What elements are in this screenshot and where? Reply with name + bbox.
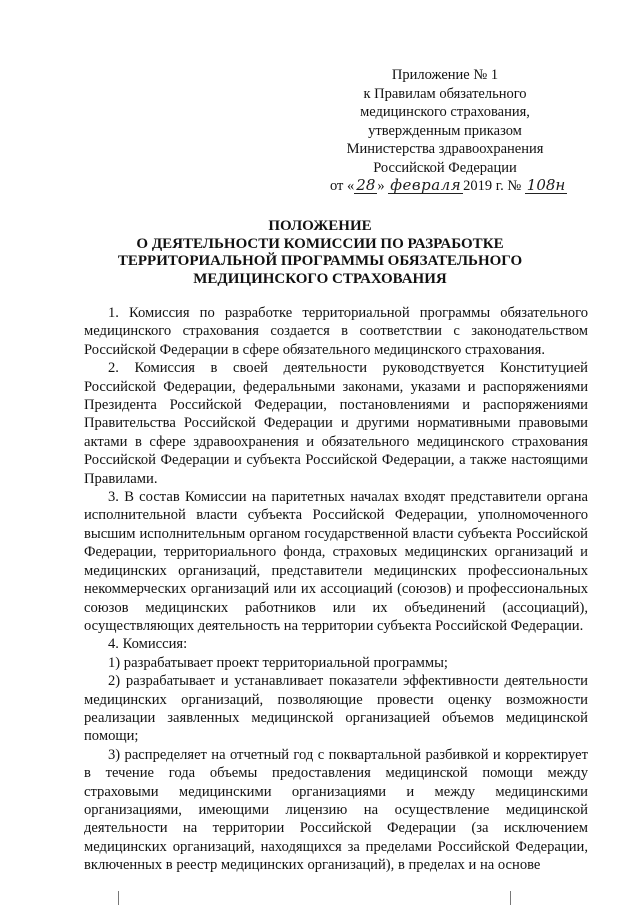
date-mid: »: [377, 178, 385, 194]
year-text: 2019 г. №: [463, 178, 522, 194]
subitem-2: 2) разрабатывает и устанавливает показатели эффективности деятельности медицинских организаций, позволяющие провести оценку возможности реализации заявленных медицинской организацией объемов медицинской помощи;: [84, 673, 588, 745]
order-date-line: [330, 176, 566, 196]
scan-mark: [510, 891, 511, 905]
title-line: ПОЛОЖЕНИЕ: [268, 218, 372, 234]
subitem-1: 1) разрабатывает проект территориальной программы;: [108, 654, 448, 671]
handwritten-order-number: 108н: [526, 176, 566, 194]
paragraph-4: 4. Комиссия:: [108, 636, 188, 653]
title-line: О ДЕЯТЕЛЬНОСТИ КОМИССИИ ПО РАЗРАБОТКЕ: [136, 235, 504, 252]
appendix-line: медицинского страхования,: [360, 104, 530, 120]
appendix-line: утвержденным приказом: [368, 122, 522, 139]
appendix-line: Министерства здравоохранения: [346, 141, 544, 157]
scan-mark: [118, 891, 119, 905]
date-prefix: от «: [330, 178, 355, 194]
paragraph-3: 3. В состав Комиссии на паритетных началах входят представители органа исполнительной власти субъекта Российской Федерации, уполномоченного высшим исполнительным органом государственной власти субъекта Российской Федерации, территориального фонда, страховых медицинских организаций и медицинских организаций, представители медицинских профессиональных некоммерческих организаций или их ассоциаций (союзов) и профессиональных союзов медицинских работников или их объединений (ассоциаций), осуществляющих деятельность на территории субъекта Российской Федерации.: [84, 489, 588, 634]
handwritten-month: февраля: [390, 176, 462, 194]
paragraph-2: 2. Комиссия в своей деятельности руководствуется Конституцией Российской Федерации, федеральными законами, указами и распоряжениями Президента Российской Федерации, постановлениями и распоряжениями Правительства Российской Федерации и другими нормативными правовыми актами в сфере здравоохранения и обязательного медицинского страхования Российской Федерации и субъекта Российской Федерации, а также настоящими Правилами.: [84, 360, 588, 487]
handwritten-day: 28: [356, 176, 376, 194]
paragraph-1: 1. Комиссия по разработке территориальной программы обязательного медицинского страхования создается в соответствии с законодательством Российской Федерации в сфере обязательного медицинского страхования.: [84, 305, 588, 358]
title-line: ТЕРРИТОРИАЛЬНОЙ ПРОГРАММЫ ОБЯЗАТЕЛЬНОГО: [117, 253, 523, 269]
title-line: МЕДИЦИНСКОГО СТРАХОВАНИЯ: [193, 270, 447, 287]
appendix-line: Российской Федерации: [373, 159, 517, 176]
appendix-line: Приложение № 1: [391, 67, 499, 83]
appendix-line: к Правилам обязательного: [363, 85, 527, 102]
appendix-header: [330, 66, 566, 196]
document-body: [84, 304, 588, 875]
document-title: [60, 218, 580, 288]
subitem-3: 3) распределяет на отчетный год с поквартальной разбивкой и корректирует в течение года объемы предоставления медицинской помощи между страховыми медицинскими организациями и между медицинскими организациями, имеющими лицензию на осуществление медицинской деятельности на территории Российской Федерации (за исключением медицинских организаций, находящихся за пределами Российской Федерации, включенных в реестр медицинских организаций), в пределах и на основе: [84, 746, 588, 874]
